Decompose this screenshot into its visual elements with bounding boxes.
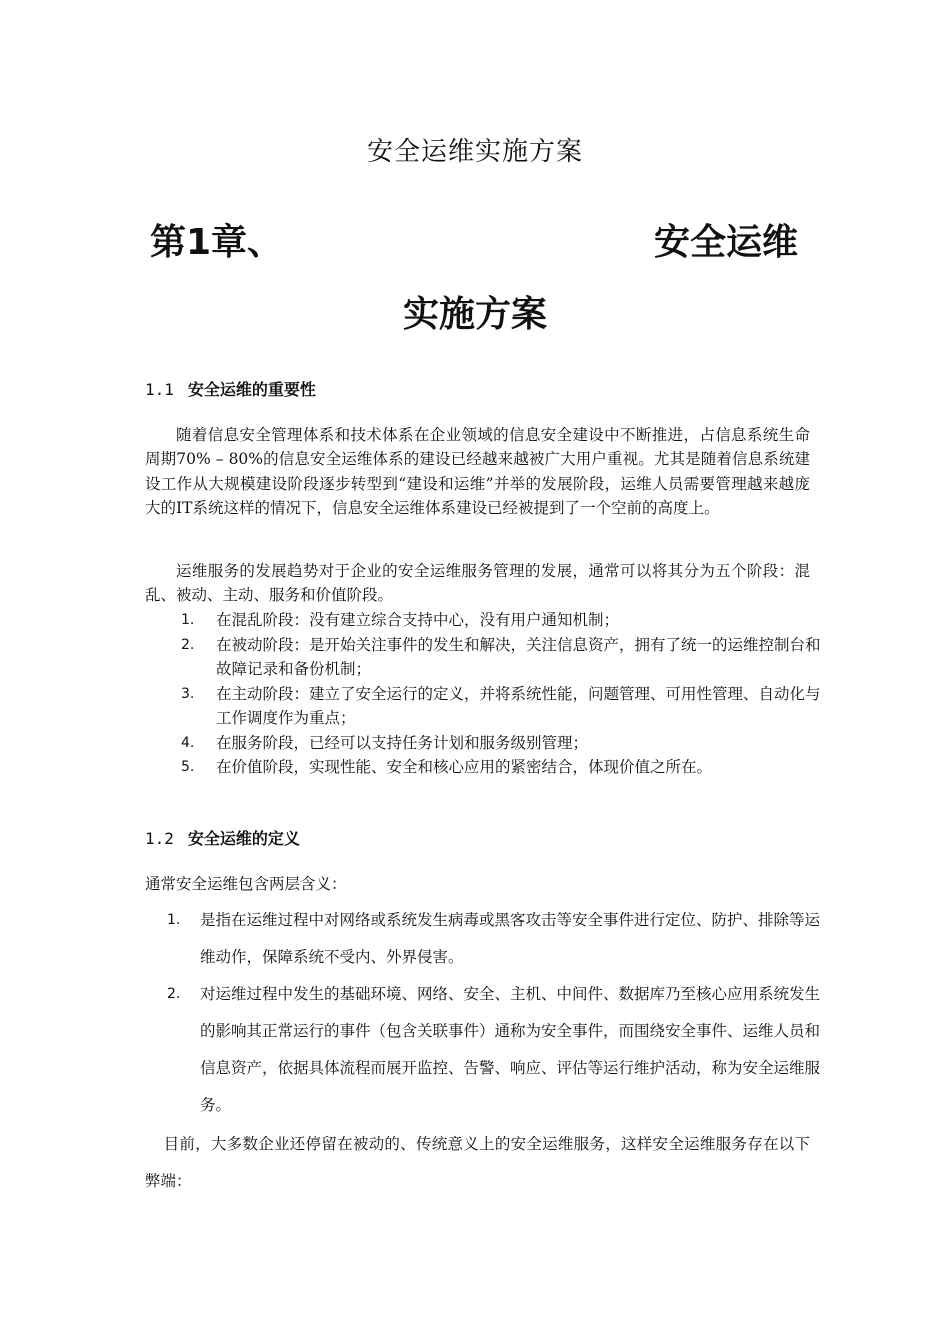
- chapter-number: 第1章、: [150, 222, 284, 263]
- section-1-title: 安全运维的重要性: [187, 380, 316, 399]
- list-item-number: 5.: [181, 759, 195, 775]
- list-item-text: 在主动阶段：建立了安全运行的定义，并将系统性能，问题管理、可用性管理、自动化与工作调度作为重点；: [216, 684, 821, 727]
- section-1-stage-list: [181, 608, 821, 780]
- list-item-number: 2.: [167, 986, 181, 1002]
- section-1-paragraph-2: 运维服务的发展趋势对于企业的安全运维服务管理的发展，通常可以将其分为五个阶段：混乱、被动、主动、服务和价值阶段。: [145, 562, 810, 605]
- list-item-number: 1.: [167, 912, 181, 928]
- list-item: [167, 902, 822, 976]
- section-1-heading: [145, 379, 316, 401]
- list-item: [181, 608, 821, 633]
- document-title: 安全运维实施方案: [366, 137, 583, 167]
- list-item-text: 对运维过程中发生的基础环境、网络、安全、主机、中间件、数据库乃至核心应用系统发生的影响其正常运行的事件（包含关联事件）通称为安全事件，而围绕安全事件、运维人员和信息资产，依据具体流程而展开监控、告警、响应、评估等运行维护活动，称为安全运维服务。: [200, 985, 821, 1114]
- list-item-text: 在服务阶段，已经可以支持任务计划和服务级别管理；: [216, 733, 589, 752]
- list-item: [181, 755, 821, 780]
- list-item: [167, 976, 822, 1124]
- list-item-number: 4.: [181, 734, 195, 751]
- list-item-number: 3.: [181, 685, 195, 702]
- section-2-heading: [145, 828, 300, 850]
- list-item: [181, 682, 821, 731]
- section-2-title: 安全运维的定义: [187, 829, 300, 848]
- list-item-text: 在混乱阶段：没有建立综合支持中心，没有用户通知机制；: [216, 611, 620, 629]
- list-item-number: 1.: [181, 612, 195, 628]
- list-item-text: 在价值阶段，实现性能、安全和核心应用的紧密结合，体现价值之所在。: [216, 758, 713, 776]
- list-item-number: 2.: [181, 636, 195, 653]
- section-2-number: 1.2: [145, 829, 174, 848]
- section-2-closing: 目前，大多数企业还停留在被动的、传统意义上的安全运维服务，这样安全运维服务存在以下弊端：: [145, 1135, 810, 1190]
- section-2-definition-list: [167, 902, 822, 1124]
- list-item-text: 在被动阶段：是开始关注事件的发生和解决，关注信息资产，拥有了统一的运维控制台和故障记录和备份机制；: [216, 635, 821, 678]
- list-item: [181, 731, 821, 756]
- section-2-intro: 通常安全运维包含两层含义：: [145, 875, 347, 893]
- chapter-title-part2: 实施方案: [402, 294, 547, 335]
- list-item-text: 是指在运维过程中对网络或系统发生病毒或黑客攻击等安全事件进行定位、防护、排除等运维动作，保障系统不受内、外界侵害。: [200, 911, 821, 966]
- section-1-number: 1.1: [145, 380, 174, 399]
- section-1-paragraph-1: 随着信息安全管理体系和技术体系在企业领域的信息安全建设中不断推进，占信息系统生命周期70% – 80%的信息安全运维体系的建设已经越来越被广大用户重视。尤其是随着信息系统建设工作从大规模建设阶段逐步转型到“建设和运维”并举的发展阶段，运维人员需要管理越来越庞大的IT系统这样的情况下，信息安全运维体系建设已经被提到了一个空前的高度上。: [145, 426, 810, 518]
- list-item: [181, 633, 821, 682]
- chapter-heading: [150, 218, 800, 268]
- chapter-title-part1: 安全运维: [653, 222, 798, 263]
